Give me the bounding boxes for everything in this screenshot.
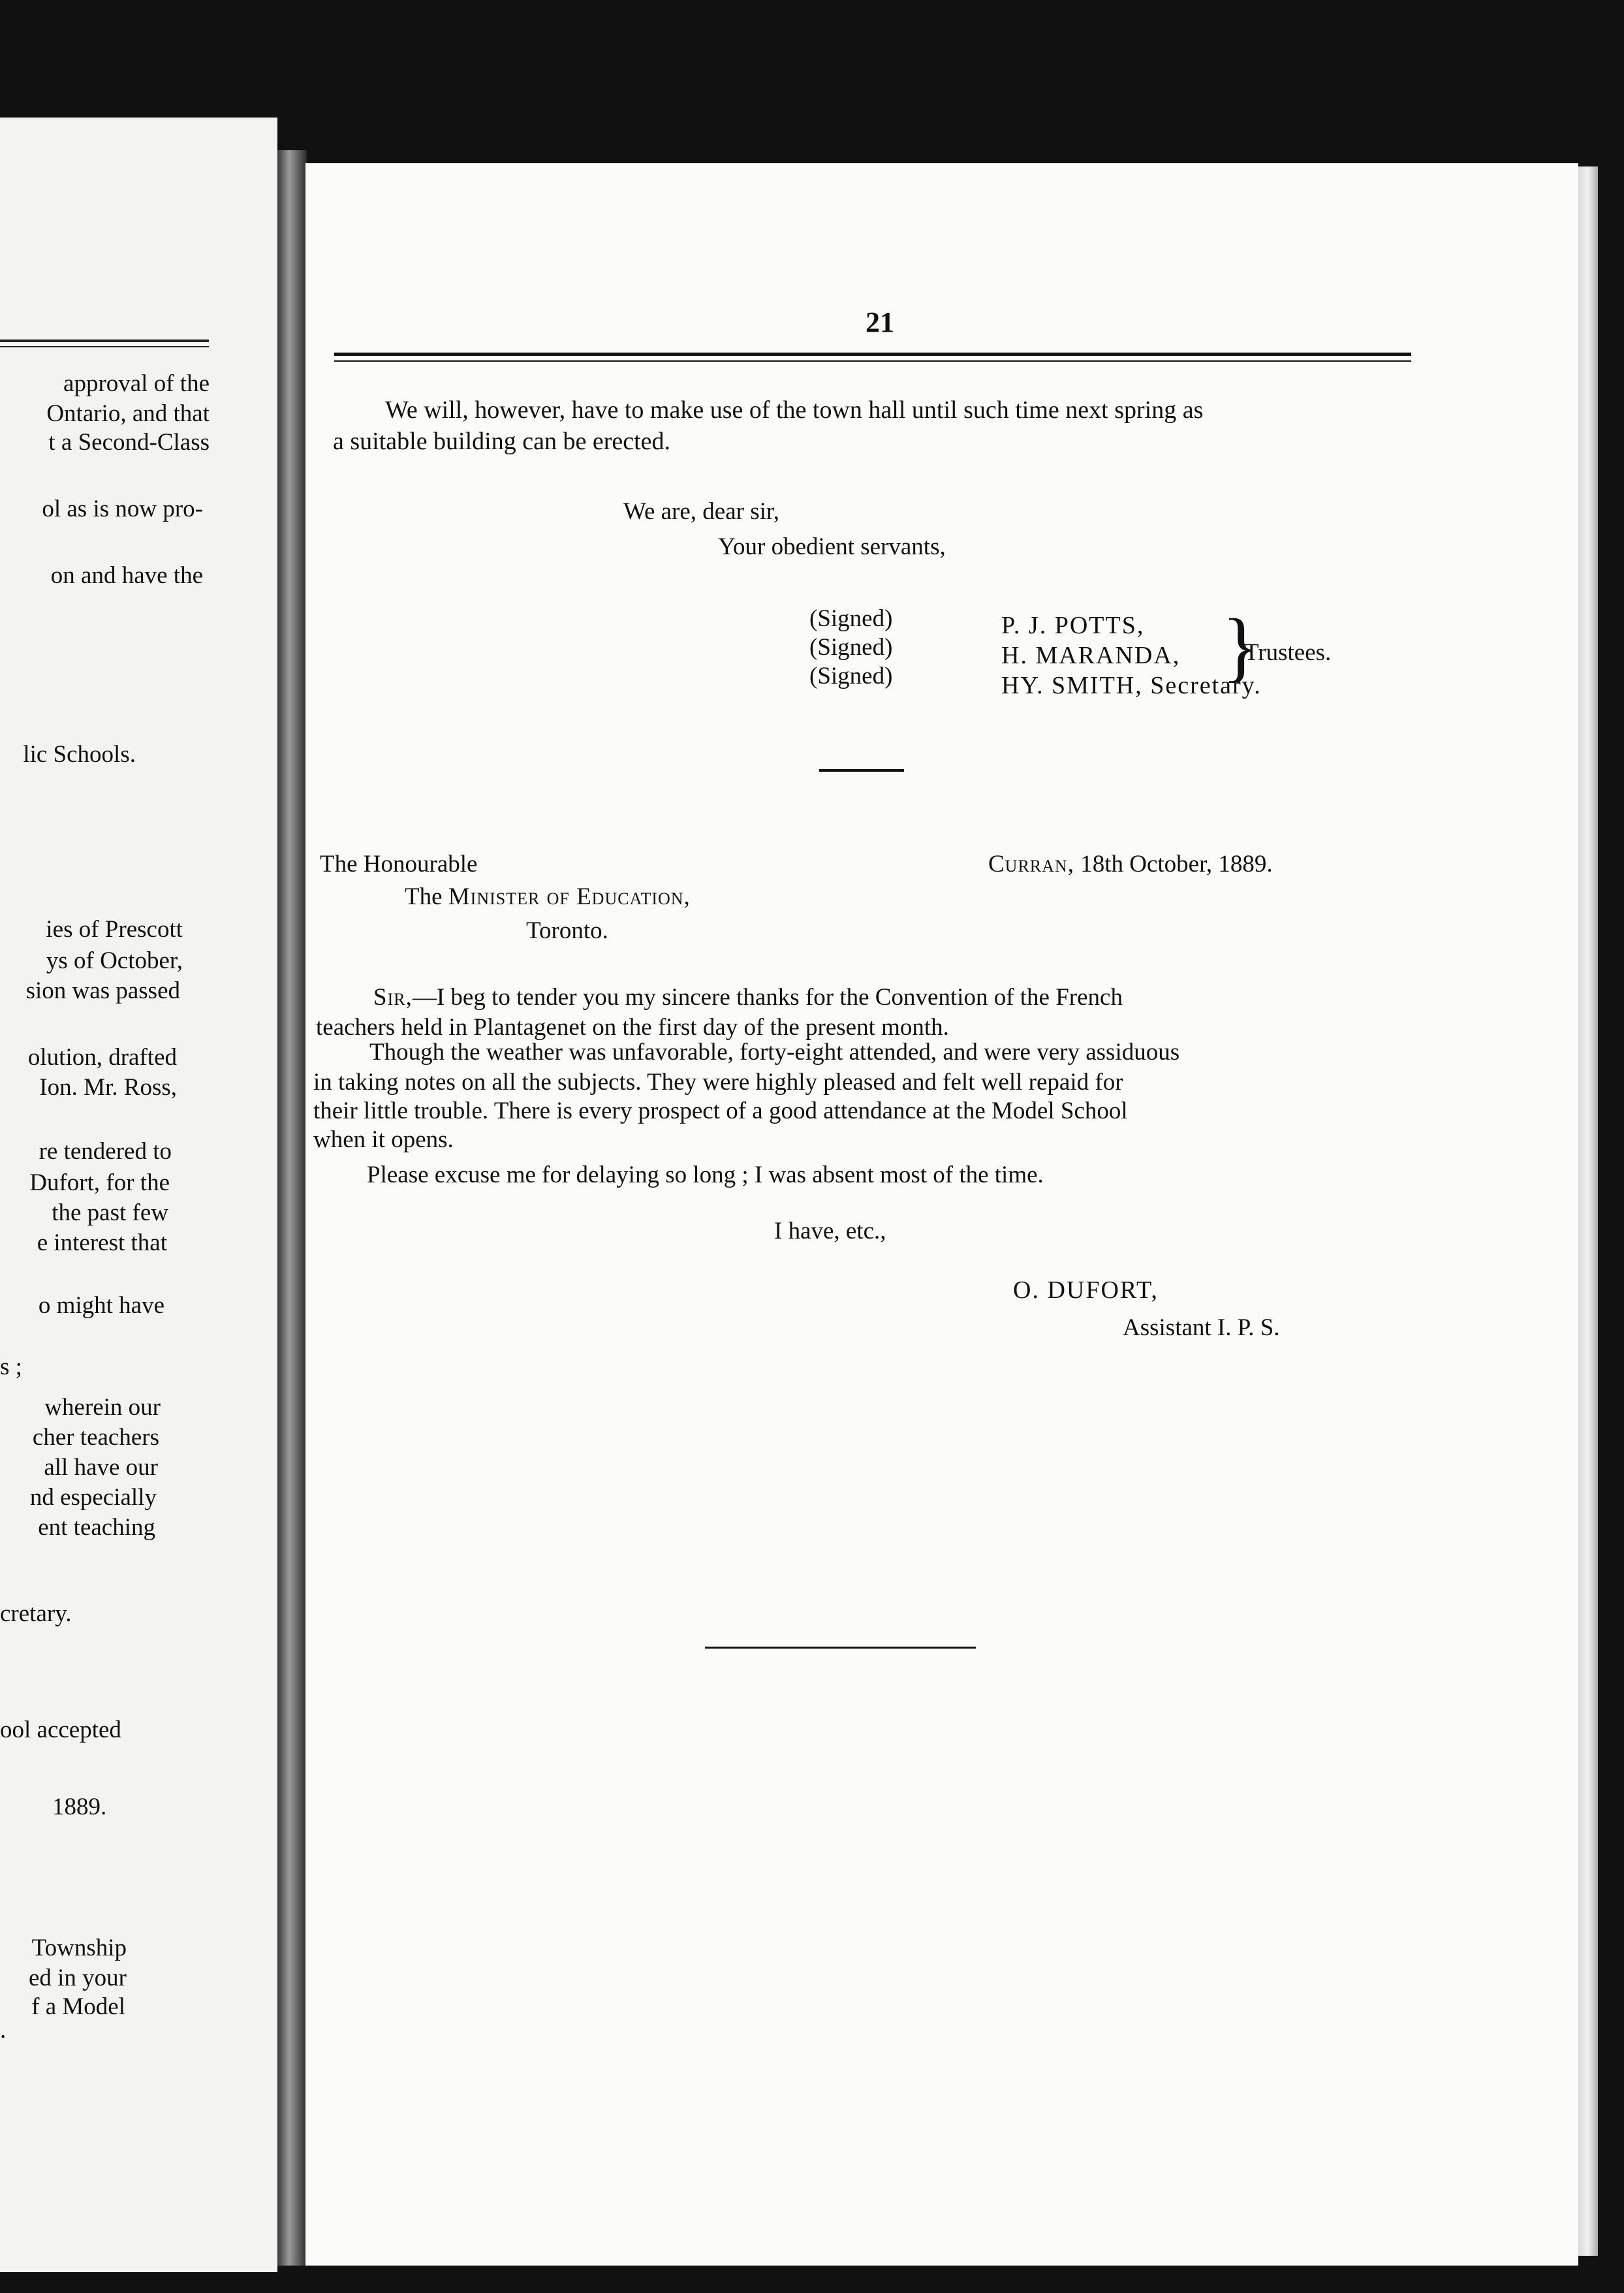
addressee-line3: Toronto. bbox=[526, 917, 608, 944]
letter1-body-line2: a suitable building can be erected. bbox=[333, 428, 671, 455]
letter1-closing1: We are, dear sir, bbox=[623, 498, 779, 525]
left-fragment: t a Second-Class bbox=[48, 429, 210, 456]
left-fragment: 1889. bbox=[52, 1794, 107, 1820]
left-fragment: o might have bbox=[38, 1292, 164, 1319]
left-fragment: e interest that bbox=[37, 1229, 167, 1256]
left-fragment: sion was passed bbox=[25, 977, 180, 1004]
signed-label: (Signed) bbox=[809, 605, 893, 632]
letter2-signer: O. DUFORT, bbox=[1013, 1276, 1159, 1304]
left-fragment: Dufort, for the bbox=[29, 1169, 170, 1196]
signed-label: (Signed) bbox=[809, 663, 893, 689]
signer-smith: HY. SMITH, Secretary. bbox=[1001, 672, 1262, 699]
trustees-label: Trustees. bbox=[1244, 639, 1332, 666]
letter1-body-line1: We will, however, have to make use of the town hall until such time next spring as bbox=[385, 396, 1204, 424]
letter2-closing: I have, etc., bbox=[774, 1218, 886, 1244]
letter2-signer-title: Assistant I. P. S. bbox=[1123, 1314, 1280, 1341]
left-fragment: ent teaching bbox=[38, 1514, 155, 1541]
addressee-line1: The Honourable bbox=[320, 851, 478, 878]
left-page-rule-thin bbox=[0, 346, 209, 347]
left-fragment: cretary. bbox=[0, 1600, 72, 1627]
signed-label: (Signed) bbox=[809, 634, 893, 661]
left-fragment: s ; bbox=[0, 1353, 22, 1380]
left-fragment: Ontario, and that bbox=[46, 400, 210, 427]
left-fragment: wherein our bbox=[44, 1394, 161, 1421]
letter2-para1-line2: teachers held in Plantagenet on the first day of the present month. bbox=[316, 1014, 949, 1041]
left-fragment: on and have the bbox=[50, 562, 203, 589]
letter1-closing2: Your obedient servants, bbox=[718, 533, 946, 560]
signer-potts: P. J. POTTS, bbox=[1001, 612, 1145, 639]
page-edge bbox=[1578, 166, 1598, 2256]
left-fragment: Township bbox=[31, 1935, 127, 1961]
brace-icon: } bbox=[1222, 603, 1260, 689]
header-rule-thin bbox=[334, 360, 1411, 362]
left-fragment: f a Model bbox=[31, 1993, 125, 2020]
left-page-rule bbox=[0, 340, 209, 342]
left-fragment: cher teachers bbox=[32, 1424, 159, 1451]
left-fragment: re tendered to bbox=[39, 1138, 172, 1165]
book-spine bbox=[277, 150, 307, 2266]
letter2-para2-line2: in taking notes on all the subjects. They were highly pleased and felt well repaid for bbox=[313, 1069, 1123, 1096]
end-rule bbox=[705, 1647, 976, 1649]
left-fragment: . bbox=[0, 2017, 7, 2044]
page-21 bbox=[305, 163, 1578, 2266]
header-rule bbox=[334, 353, 1411, 356]
signer-maranda: H. MARANDA, bbox=[1001, 642, 1181, 669]
addressee-line2: The Minister of Education, bbox=[405, 883, 691, 910]
left-fragment: nd especially bbox=[29, 1484, 157, 1511]
left-fragment: all have our bbox=[44, 1454, 158, 1481]
left-fragment: the past few bbox=[52, 1199, 168, 1226]
left-fragment: approval of the bbox=[63, 370, 210, 397]
letter2-para2-line1: Though the weather was unfavorable, forty-eight attended, and were very assiduous bbox=[369, 1039, 1180, 1066]
letter2-para2-line4: when it opens. bbox=[313, 1126, 454, 1153]
letter2-para3: Please excuse me for delaying so long ; I was absent most of the time. bbox=[367, 1162, 1044, 1188]
left-fragment: ool accepted bbox=[0, 1716, 121, 1743]
left-fragment: ys of October, bbox=[46, 947, 183, 974]
letter2-para1-line1: Sir,—I beg to tender you my sincere thanks for the Convention of the French bbox=[373, 984, 1123, 1011]
left-fragment: olution, drafted bbox=[27, 1044, 177, 1071]
left-fragment: lic Schools. bbox=[23, 741, 136, 768]
page-number: 21 bbox=[866, 306, 894, 338]
left-fragment: ed in your bbox=[28, 1965, 127, 1991]
left-fragment: ol as is now pro- bbox=[42, 496, 203, 522]
left-fragment: Ion. Mr. Ross, bbox=[39, 1074, 177, 1101]
left-fragment: ies of Prescott bbox=[46, 916, 183, 943]
letter2-dateline: Curran, 18th October, 1889. bbox=[988, 851, 1273, 878]
letter2-para2-line3: their little trouble. There is every prospect of a good attendance at the Model School bbox=[313, 1098, 1128, 1124]
section-divider bbox=[819, 769, 904, 772]
